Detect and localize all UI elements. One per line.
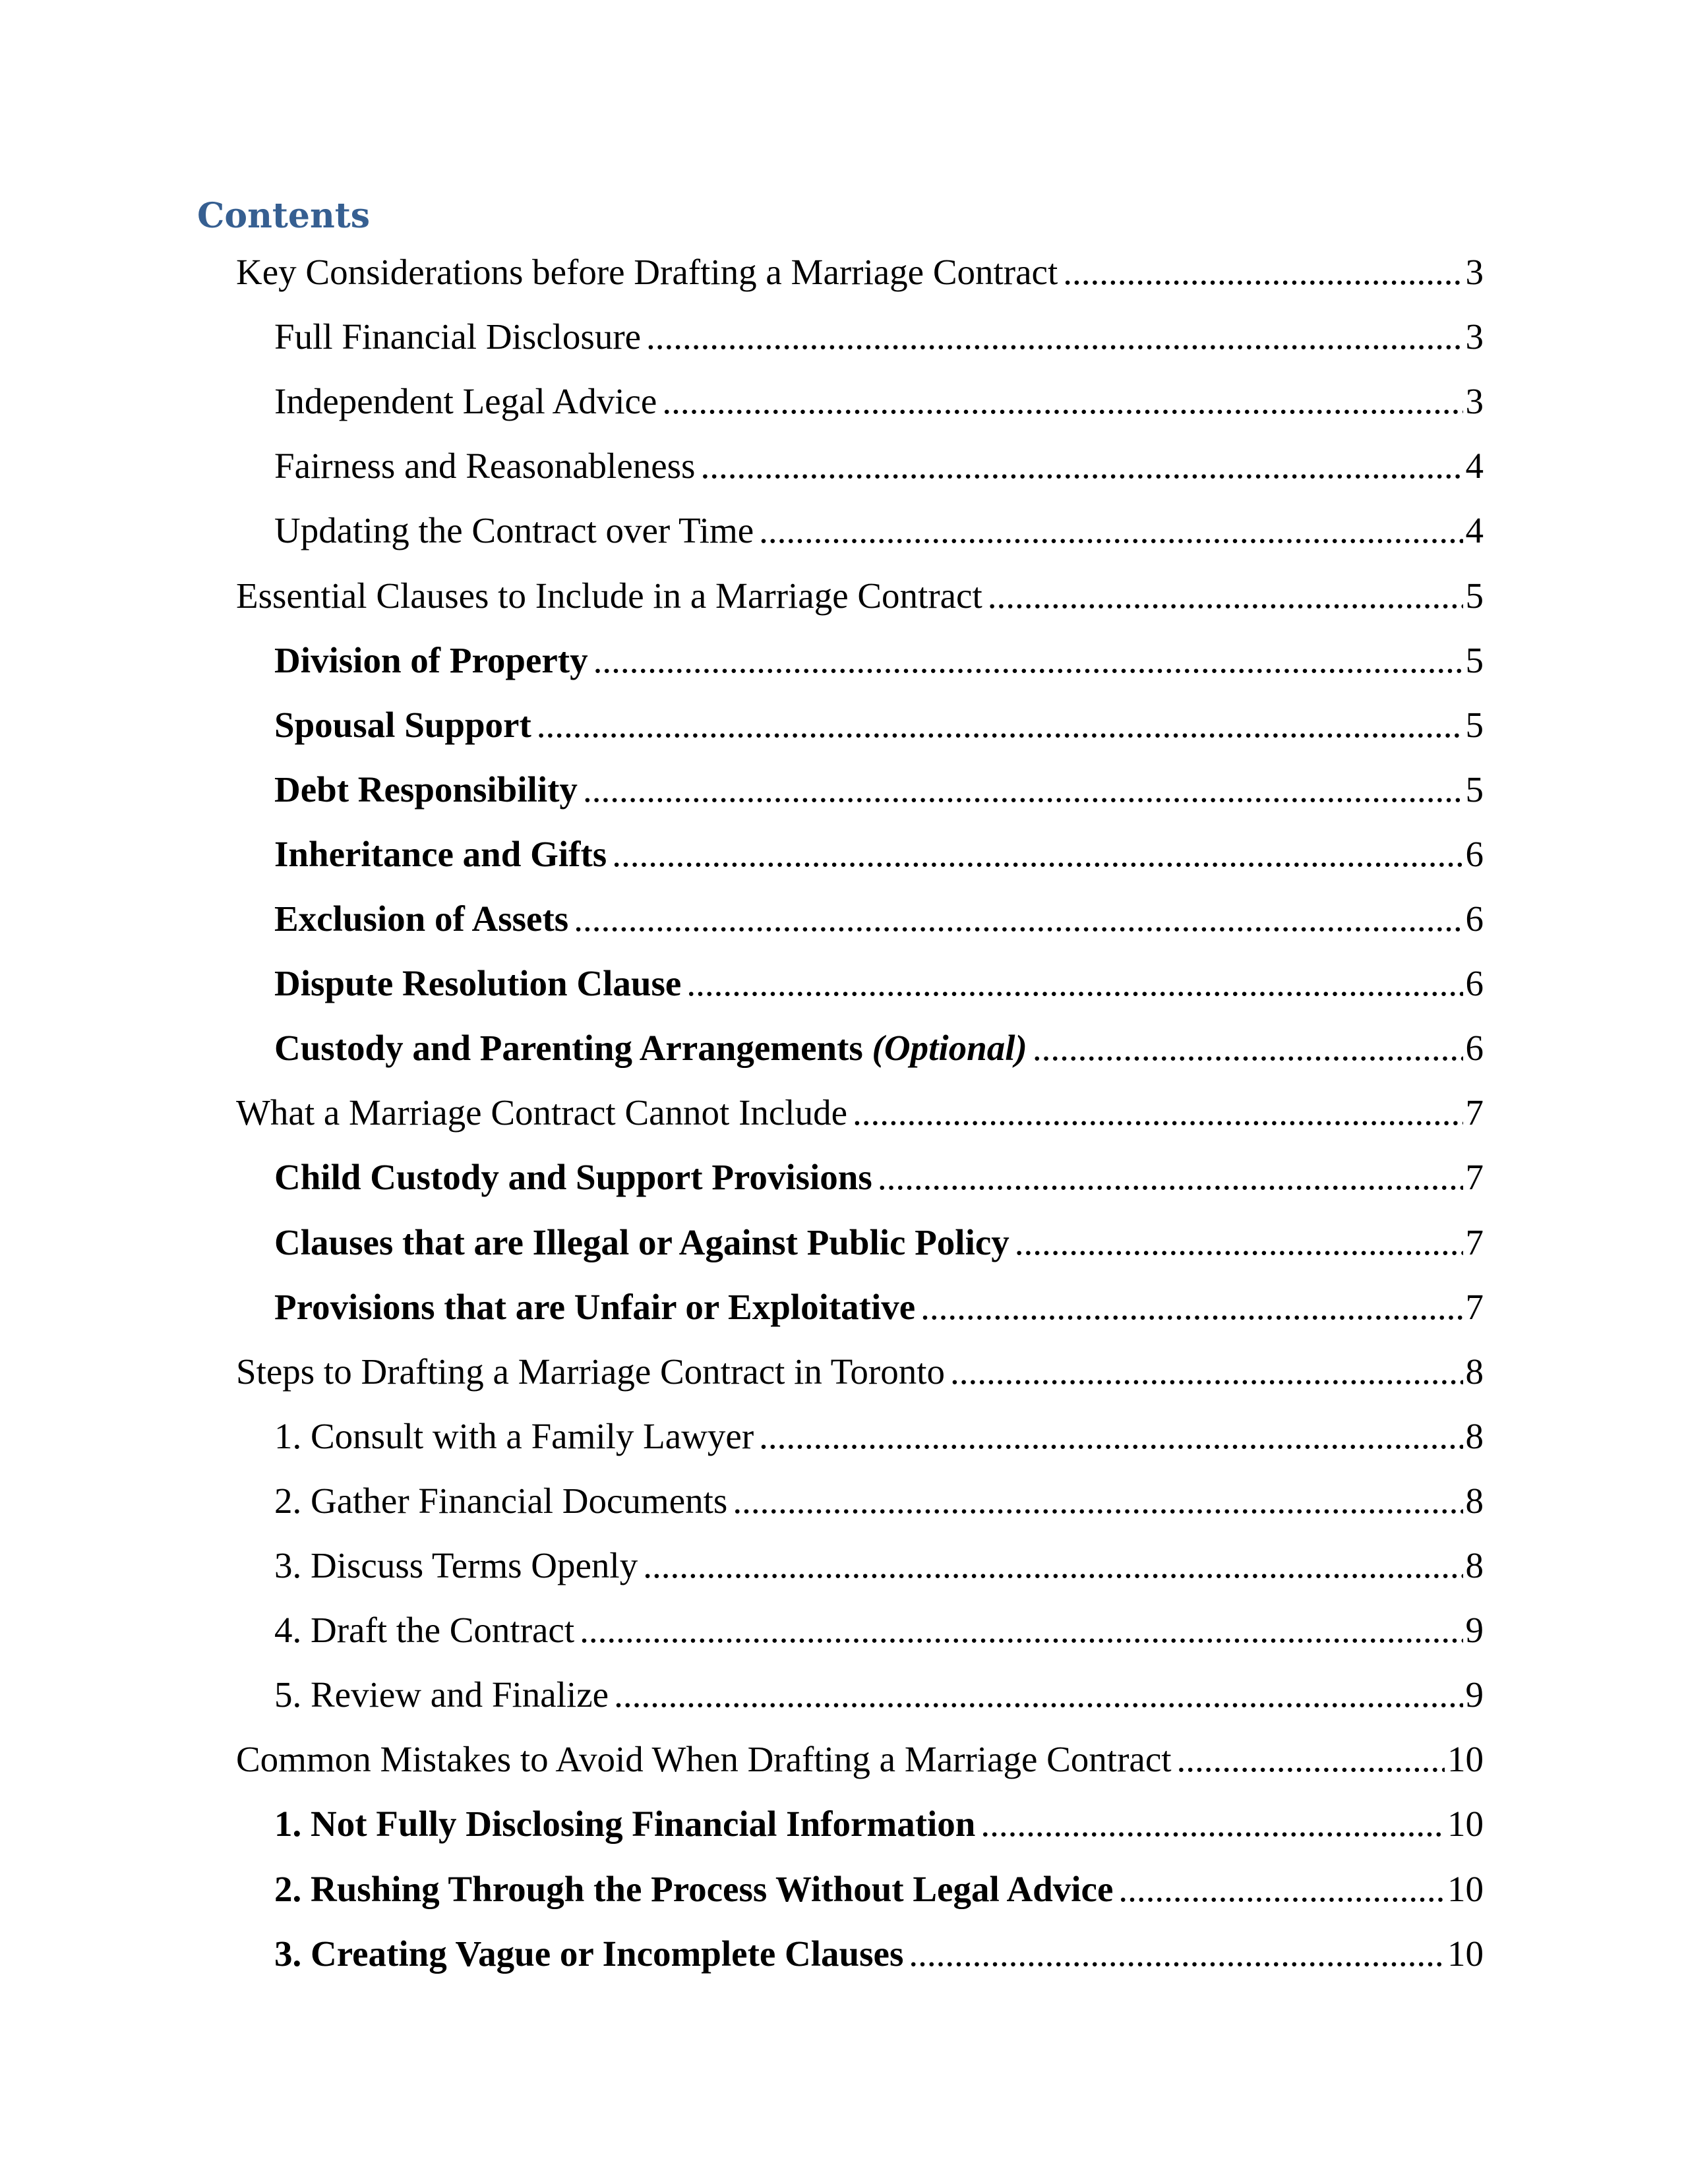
toc-page-number: 5	[1465, 576, 1484, 616]
toc-page-number: 10	[1447, 1804, 1484, 1844]
toc-entry-title	[274, 893, 574, 945]
toc-entry-title	[236, 1345, 950, 1398]
toc-dot-leader	[537, 699, 1463, 752]
toc-page-number: 4	[1465, 510, 1484, 550]
toc-page-number: 6	[1465, 899, 1484, 939]
toc-entry-title-text: Independent Legal Advice	[274, 381, 657, 421]
toc-entry-title	[274, 1539, 643, 1592]
toc-entry-title-text: Key Considerations before Drafting a Marriage Contract	[236, 252, 1058, 292]
toc-entry[interactable]	[274, 1539, 1484, 1592]
toc-dot-leader	[1033, 1022, 1463, 1075]
toc-entry-title	[274, 1668, 614, 1721]
toc-entry-title-text: 4. Draft the Contract	[274, 1610, 575, 1650]
toc-entry-title	[274, 440, 700, 492]
toc-dot-leader	[700, 440, 1462, 492]
toc-entry[interactable]	[274, 1475, 1484, 1527]
toc-dot-leader	[583, 763, 1463, 816]
toc-entry-title-text: Inheritance and Gifts	[274, 834, 607, 874]
toc-page-number: 8	[1465, 1545, 1484, 1585]
toc-entry-title	[274, 1281, 920, 1334]
toc-page-number: 10	[1447, 1739, 1484, 1779]
toc-dot-leader	[980, 1798, 1445, 1850]
toc-dot-leader	[646, 310, 1462, 363]
toc-entry[interactable]	[274, 1668, 1484, 1721]
toc-entry[interactable]	[274, 310, 1484, 363]
toc-entry-title-text: 5. Review and Finalize	[274, 1674, 609, 1715]
toc-entry[interactable]	[274, 828, 1484, 881]
toc-page-number: 6	[1465, 963, 1484, 1003]
toc-page-number: 5	[1465, 640, 1484, 680]
toc-entry[interactable]	[274, 375, 1484, 428]
toc-dot-leader	[1118, 1863, 1445, 1916]
toc-entry-title	[236, 1733, 1177, 1786]
toc-dot-leader	[988, 570, 1463, 622]
toc-page-number: 4	[1465, 446, 1484, 486]
toc-entry-title-text: Full Financial Disclosure	[274, 316, 642, 357]
toc-dot-leader	[733, 1475, 1462, 1527]
toc-entry-title	[274, 1798, 980, 1850]
toc-entry[interactable]	[274, 1604, 1484, 1657]
toc-entry-title-text: Child Custody and Support Provisions	[274, 1157, 872, 1197]
toc-entry-title-text: Provisions that are Unfair or Exploitative	[274, 1287, 916, 1327]
toc-entry-title	[274, 1475, 733, 1527]
toc-dot-leader	[759, 1410, 1462, 1463]
toc-dot-leader	[1015, 1216, 1463, 1269]
toc-dot-leader	[950, 1345, 1462, 1398]
toc-page-number: 7	[1465, 1157, 1484, 1197]
toc-page-number: 7	[1465, 1287, 1484, 1327]
toc-entry[interactable]	[236, 246, 1484, 299]
toc-entry-title-text: 3. Creating Vague or Incomplete Clauses	[274, 1933, 904, 1974]
toc-entry-title-text: Exclusion of Assets	[274, 899, 569, 939]
toc-entry-title-text: 1. Not Fully Disclosing Financial Information	[274, 1804, 976, 1844]
toc-dot-leader	[686, 957, 1462, 1010]
toc-entry[interactable]	[274, 1216, 1484, 1269]
toc-dot-leader	[759, 504, 1462, 557]
toc-entry[interactable]	[274, 1798, 1484, 1850]
toc-entry-title	[274, 699, 537, 752]
toc-page-number: 3	[1465, 316, 1484, 357]
toc-page-number: 3	[1465, 252, 1484, 292]
toc-page-number: 5	[1465, 705, 1484, 745]
toc-heading: Contents	[197, 196, 371, 236]
toc-entry-title	[274, 763, 583, 816]
toc-entry-title	[274, 1151, 878, 1204]
toc-entry[interactable]	[274, 957, 1484, 1010]
toc-entry-title-text: Steps to Drafting a Marriage Contract in Toronto	[236, 1351, 946, 1392]
toc-entry-title-text: What a Marriage Contract Cannot Include	[236, 1092, 847, 1133]
toc-dot-leader	[920, 1281, 1462, 1334]
toc-entry-title	[274, 1863, 1118, 1916]
toc-page-number: 6	[1465, 1028, 1484, 1068]
toc-entry-title	[274, 828, 612, 881]
toc-page-number: 9	[1465, 1610, 1484, 1650]
toc-page-number: 7	[1465, 1222, 1484, 1262]
toc-dot-leader	[662, 375, 1462, 428]
toc-entry-title-text: Division of Property	[274, 640, 588, 680]
toc-entry-title	[274, 1410, 759, 1463]
toc-entry-title	[274, 1216, 1015, 1269]
toc-dot-leader	[612, 828, 1462, 881]
toc-page-number: 8	[1465, 1416, 1484, 1456]
toc-dot-leader	[1177, 1733, 1445, 1786]
toc-dot-leader	[574, 893, 1462, 945]
toc-entry-title	[274, 310, 646, 363]
toc-entry[interactable]	[236, 1345, 1484, 1398]
toc-entry[interactable]	[274, 504, 1484, 557]
toc-entry-title	[274, 634, 593, 687]
toc-page-number: 10	[1447, 1869, 1484, 1909]
toc-dot-leader	[909, 1928, 1445, 1980]
toc-entry-title	[274, 1022, 1033, 1075]
toc-dot-leader	[853, 1086, 1463, 1139]
toc-entry[interactable]	[274, 1928, 1484, 1980]
toc-entry-title	[274, 375, 662, 428]
toc-entry-title-text: Common Mistakes to Avoid When Drafting a Marriage Contract	[236, 1739, 1172, 1779]
toc-page-number: 6	[1465, 834, 1484, 874]
toc-entry[interactable]	[274, 1863, 1484, 1916]
toc-entry-title	[236, 1086, 853, 1139]
toc-entry-title-text: Custody and Parenting Arrangements	[274, 1028, 863, 1068]
toc-entry-title-text: Dispute Resolution Clause	[274, 963, 682, 1003]
toc-entry[interactable]	[274, 1022, 1484, 1075]
toc-entry-title-text: Clauses that are Illegal or Against Public Policy	[274, 1222, 1010, 1262]
toc-entry[interactable]	[274, 763, 1484, 816]
toc-entry-title	[236, 246, 1063, 299]
toc-entry-title-text: Spousal Support	[274, 705, 531, 745]
toc-entry-title-text: Updating the Contract over Time	[274, 510, 754, 550]
toc-entry-title-text: Essential Clauses to Include in a Marriage Contract	[236, 576, 982, 616]
toc-entry[interactable]	[274, 893, 1484, 945]
toc-entry-title	[236, 570, 988, 622]
toc-entry[interactable]	[274, 1410, 1484, 1463]
toc-entry[interactable]	[274, 1281, 1484, 1334]
toc-entry[interactable]	[236, 1733, 1484, 1786]
toc-entry-title	[274, 1928, 909, 1980]
toc-dot-leader	[878, 1151, 1463, 1204]
toc-entry[interactable]	[274, 634, 1484, 687]
toc-entry-title-text: Debt Responsibility	[274, 769, 578, 810]
toc-entry-title	[274, 504, 759, 557]
toc-entry-title-text: Fairness and Reasonableness	[274, 446, 696, 486]
toc-dot-leader	[614, 1668, 1462, 1721]
toc-entry-title	[274, 1604, 580, 1657]
toc-dot-leader	[580, 1604, 1462, 1657]
toc-entry[interactable]	[236, 570, 1484, 622]
toc-entry-title-text: 2. Rushing Through the Process Without Legal Advice	[274, 1869, 1114, 1909]
toc-dot-leader	[643, 1539, 1462, 1592]
toc-entry[interactable]	[274, 440, 1484, 492]
toc-page-number: 5	[1465, 769, 1484, 810]
toc-entry-title-italic: (Optional)	[872, 1028, 1027, 1068]
toc-page-number: 7	[1465, 1092, 1484, 1133]
toc-dot-leader	[1063, 246, 1462, 299]
toc-entry-title-text: 2. Gather Financial Documents	[274, 1481, 728, 1521]
toc-entry-title-text: 1. Consult with a Family Lawyer	[274, 1416, 754, 1456]
toc-entry[interactable]	[274, 699, 1484, 752]
toc-page-number: 10	[1447, 1933, 1484, 1974]
toc-dot-leader	[593, 634, 1463, 687]
toc-entry-title-text: 3. Discuss Terms Openly	[274, 1545, 638, 1585]
toc-page-number: 3	[1465, 381, 1484, 421]
toc-entry-title	[274, 957, 686, 1010]
toc-page-number: 8	[1465, 1351, 1484, 1392]
toc-page-number: 9	[1465, 1674, 1484, 1715]
toc-entry[interactable]	[236, 1086, 1484, 1139]
toc-page-number: 8	[1465, 1481, 1484, 1521]
toc-entry[interactable]	[274, 1151, 1484, 1204]
